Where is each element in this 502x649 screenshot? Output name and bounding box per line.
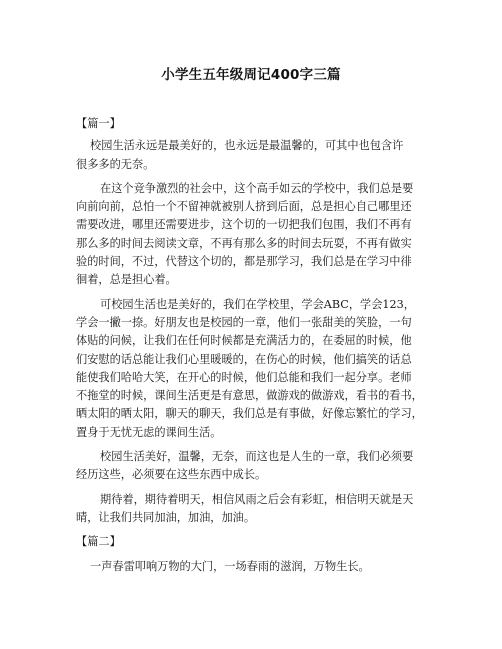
text-line: 不拖堂的时候，课间生活更是有意思，做游戏的做游戏，看书的看书，: [76, 389, 423, 403]
text-line: 置身于无忧无虑的课间生活。: [76, 425, 222, 439]
paragraph: [76, 180, 436, 290]
text-line: 期待着，期待着明天，相信风雨之后会有彩虹，相信明天就是天: [100, 492, 414, 506]
text-line: 很多多的无奈。: [76, 157, 155, 171]
paragraph: [76, 558, 436, 576]
section-label: 【篇二】: [76, 535, 121, 549]
text-line: 一声春雷叩响万物的大门，一场春雨的滋润，万物生长。: [90, 559, 370, 573]
text-line: 验的时间，不过，代替这个切的，都是那学习，我们总是在学习中徘: [76, 255, 412, 269]
text-line: 体贴的问候，让我们在任何时候都是充满活力的，在委屈的时候，他: [76, 334, 412, 348]
text-line: 学会一撇一捺。好朋友也是校园的一章，他们一张甜美的笑脸，一句: [76, 315, 412, 329]
text-line: 们安慰的话总能让我们心里暖暖的，在伤心的时候，他们搞笑的话总: [76, 352, 412, 366]
text-line: 向前向前，总怕一个不留神就被别人挤到后面，总是担心自己哪里还: [76, 200, 412, 214]
text-line: 晒太阳的晒太阳，聊天的聊天，我们总是有事做，好像忘繁忙的学习，: [76, 407, 423, 421]
paragraph: [76, 491, 436, 528]
text-line: 需要改进，哪里还需要进步，这个切的一切把我们包围，我们不再有: [76, 218, 412, 232]
section-label: 【篇一】: [76, 117, 121, 130]
text-line: 校园生活永远是最美好的，也永远是最温馨的，可其中也包含许: [90, 139, 404, 153]
text-line: 能使我们哈哈大笑，在开心的时候，他们总能和我们一起分享。老师: [76, 370, 412, 384]
text-line: 可校园生活也是美好的，我们在学校里，学会ABC，学会123，: [100, 297, 415, 311]
text-line: 晴，让我们共同加油，加油，加油。: [76, 510, 256, 524]
text-line: 徊着，总是担心着。: [76, 273, 177, 287]
page-title: 小学生五年级周记400字三篇: [161, 67, 341, 83]
text-line: 经历这些，必须要在这些东西中成长。: [76, 468, 267, 482]
paragraph: [76, 296, 436, 442]
document-body: [76, 115, 436, 576]
text-line: 那么多的时间去阅读文章，不再有那么多的时间去玩耍，不再有做实: [76, 236, 412, 250]
text-line: 在这个竞争激烈的社会中，这个高手如云的学校中，我们总是要: [100, 181, 414, 195]
paragraph: [76, 448, 436, 485]
paragraph: [76, 137, 436, 174]
text-line: 校园生活美好，温馨，无奈，而这也是人生的一章，我们必须要: [100, 450, 414, 464]
